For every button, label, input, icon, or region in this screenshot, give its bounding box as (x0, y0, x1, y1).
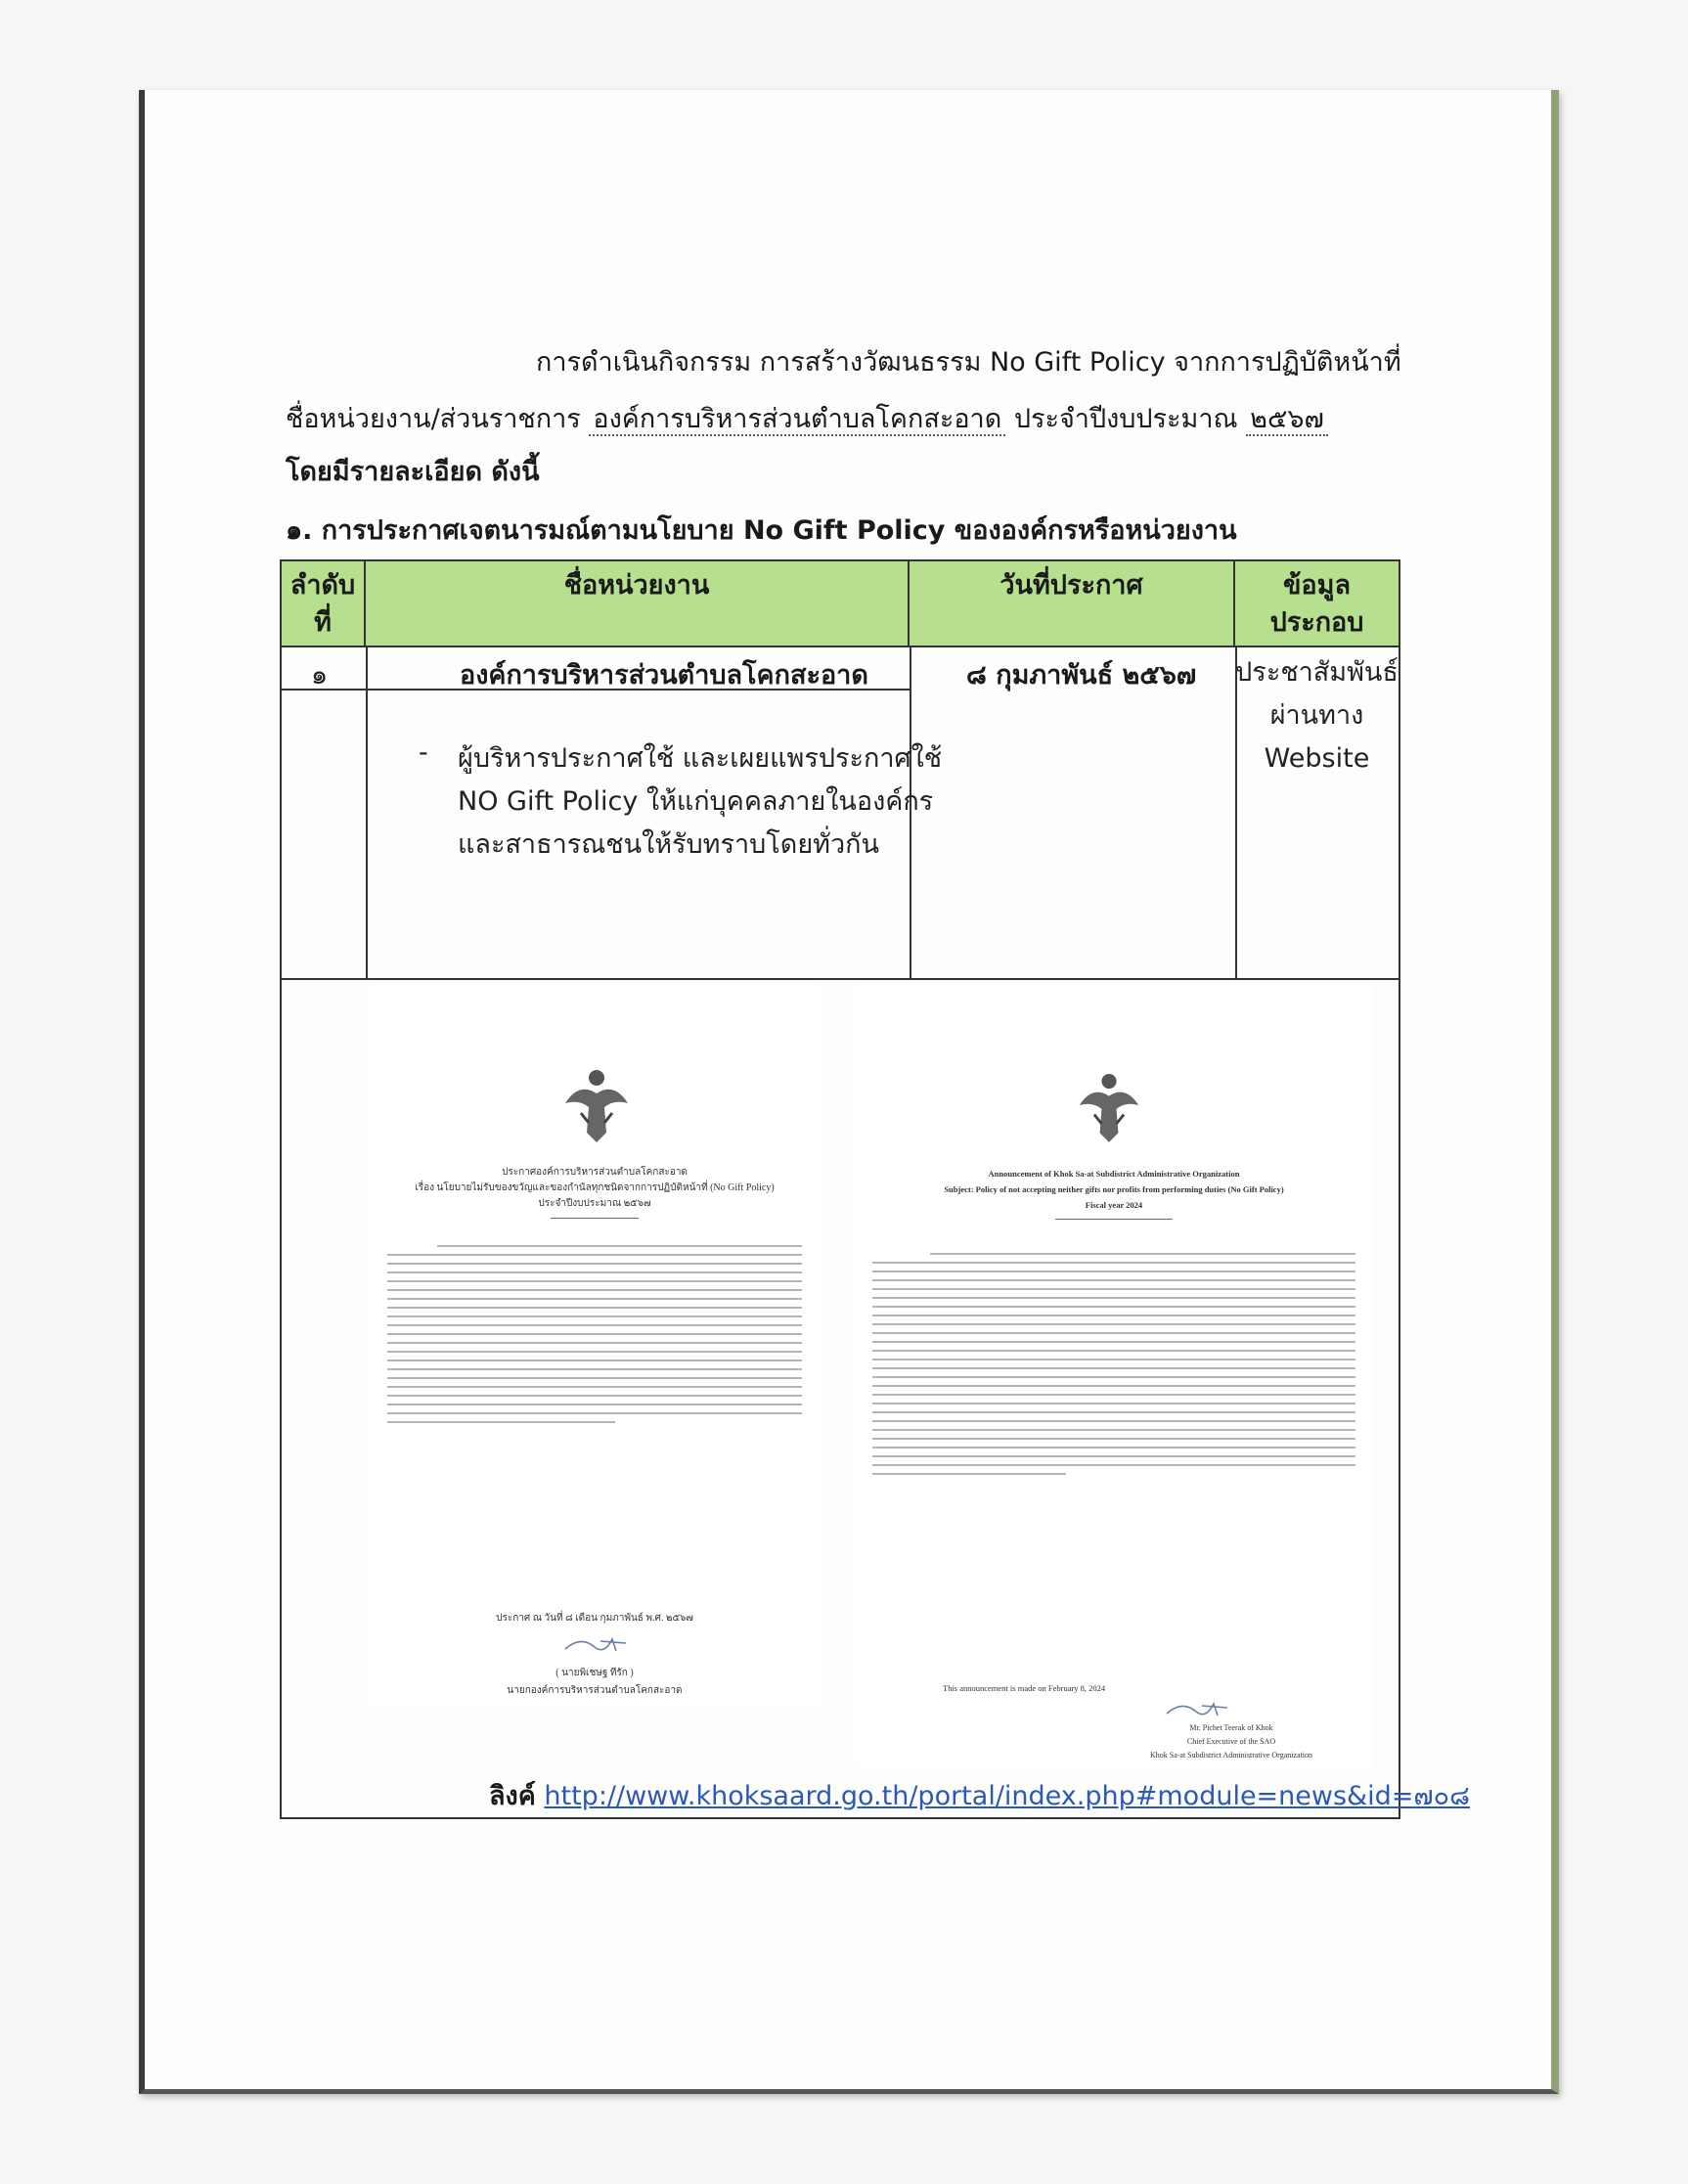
header-col-number (282, 561, 366, 647)
description-line1: ผู้บริหารประกาศใช้ และเผยแพรประกาศใช้ (458, 743, 943, 774)
row-agency: องค์การบริหารส่วนตำบลโคกสะอาด (460, 660, 868, 691)
eng-doc-heading1: Announcement of Khok Sa-at Subdistrict Administrative Organization (988, 1169, 1240, 1179)
row-info-line2: ผ่านทาง (1269, 700, 1364, 731)
news-link[interactable]: http://www.khoksaard.go.th/portal/index.php#module=news&id=๗๐๘ (544, 1781, 1470, 1811)
eng-doc-signer: Mr. Pichet Teerak of Khok (1189, 1723, 1273, 1732)
link-label: ลิงค์ (489, 1781, 536, 1811)
thai-doc-signer: ( นายพิเชษฐ ทีรัก ) (555, 1668, 634, 1678)
row-info-line1: ประชาสัมพันธ์ (1235, 657, 1399, 688)
header-agency-label: ชื่อหน่วยงาน (563, 570, 710, 601)
fiscal-year: ๒๕๖๗ (1246, 404, 1328, 436)
agency-label: ชื่อหน่วยงาน/ส่วนราชการ (286, 404, 581, 434)
header-number-line2: ที่ (314, 607, 332, 638)
garuda-emblem-icon (561, 1064, 632, 1144)
thai-doc-date: ประกาศ ณ วันที่ ๘ เดือน กุมภาพันธ์ พ.ศ. ๒๕๖๗ (496, 1613, 693, 1624)
signature-icon (1158, 1696, 1236, 1721)
document-title: การดำเนินกิจกรรม การสร้างวัฒนธรรม No Gift Policy จากการปฏิบัติหน้าที่ (536, 347, 1401, 378)
link-line (489, 1774, 1470, 1816)
section-title: ๑. การประกาศเจตนารมณ์ตามนโยบาย No Gift Policy ขององค์กรหรือหน่วยงาน (286, 515, 1237, 546)
eng-doc-position1: Chief Executive of the SAO (1186, 1737, 1276, 1746)
agency-line (286, 397, 1328, 439)
thai-doc-body (387, 1238, 802, 1430)
english-announcement-image (855, 984, 1373, 1766)
eng-doc-position2: Khok Sa-at Subdistrict Administrative Organization (1149, 1751, 1313, 1760)
policy-table (280, 559, 1400, 1819)
signature-icon (561, 1631, 630, 1657)
bullet-dash: - (419, 737, 428, 768)
header-col-info (1235, 561, 1399, 647)
garuda-emblem-icon (1076, 1068, 1142, 1144)
fiscal-label: ประจำปีงบประมาณ (1013, 404, 1238, 434)
thai-doc-position: นายกองค์การบริหารส่วนตำบลโคกสะอาด (507, 1685, 683, 1696)
eng-doc-body (872, 1246, 1355, 1482)
row-date: ๘ กุมภาพันธ์ ๒๕๖๗ (966, 660, 1197, 691)
eng-doc-heading2: Subject: Policy of not accepting neither gifts nor profits from performing duties (No Gift Policy) (944, 1184, 1284, 1194)
row-description (458, 737, 942, 867)
table-vline (366, 647, 368, 978)
header-info-line1: ข้อมูล (1282, 570, 1351, 601)
header-date-label: วันที่ประกาศ (999, 570, 1143, 601)
thai-announcement-image (370, 984, 820, 1708)
detail-intro: โดยมีรายละเอียด ดังนี้ (286, 457, 540, 487)
description-line2: NO Gift Policy ให้แก่บุคคลภายในองค์กร (458, 786, 934, 817)
header-number-line1: ลำดับ (289, 570, 356, 601)
agency-name: องค์การบริหารส่วนตำบลโคกสะอาด (589, 404, 1005, 436)
description-line3: และสาธารณชนให้รับทราบโดยทั่วกัน (458, 829, 879, 860)
eng-doc-heading3: Fiscal year 2024 (1085, 1200, 1143, 1210)
row-info-line3: Website (1264, 743, 1370, 774)
row-number: ๑ (311, 660, 329, 691)
header-col-date (910, 561, 1235, 647)
row-info (1235, 651, 1399, 780)
thai-doc-heading2: เรื่อง นโยบายไม่รับของขวัญและของกำนัลทุกชนิดจากการปฏิบัติหน้าที่ (No Gift Policy) (415, 1182, 775, 1193)
thai-doc-heading3: ประจำปีงบประมาณ ๒๕๖๗ (538, 1198, 651, 1209)
eng-doc-date: This announcement is made on February 8, 2024 (943, 1683, 1106, 1693)
header-col-agency (366, 561, 910, 647)
header-info-line2: ประกอบ (1269, 607, 1364, 638)
table-hline (282, 978, 1399, 980)
thai-doc-heading1: ประกาศองค์การบริหารส่วนตำบลโคกสะอาด (502, 1167, 688, 1178)
